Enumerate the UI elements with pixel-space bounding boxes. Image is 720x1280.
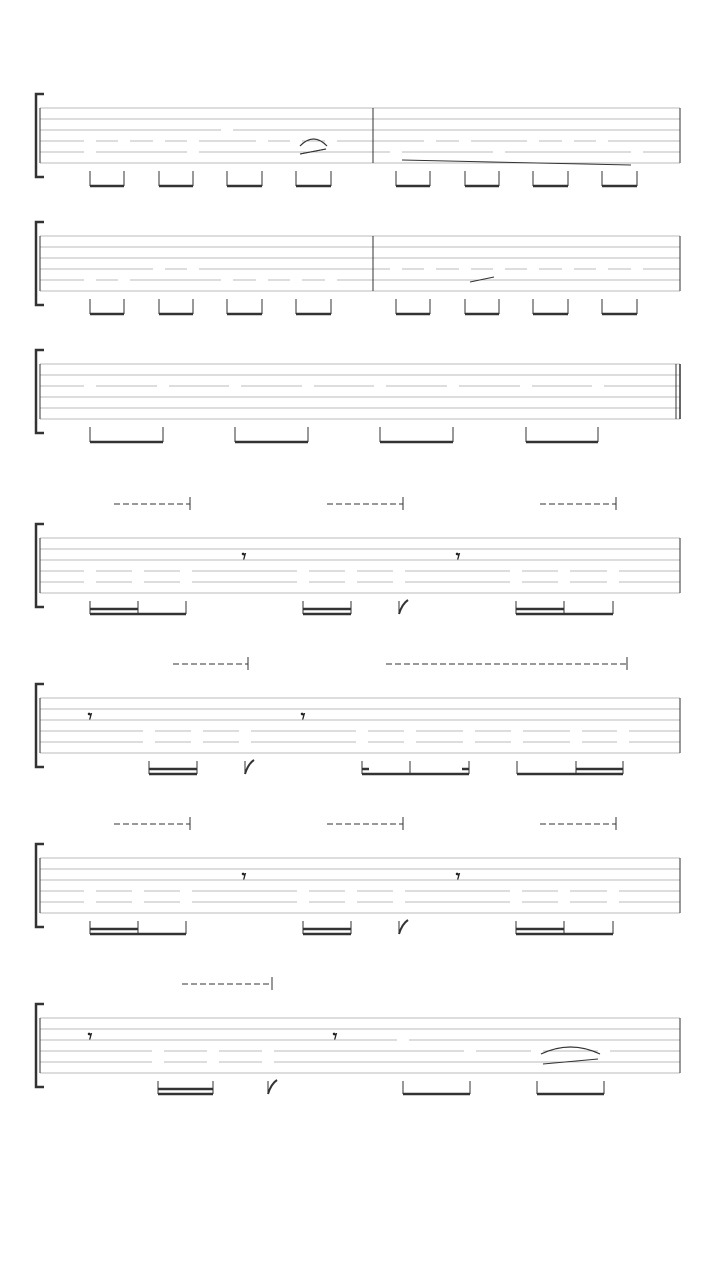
- note-flag: [399, 600, 408, 614]
- fret-bg: [325, 274, 337, 285]
- note-flag: [399, 920, 408, 934]
- fret-bg: [424, 263, 436, 274]
- fret-bg: [511, 736, 523, 747]
- fret-bg: [356, 725, 368, 736]
- fret-bg: [345, 896, 357, 907]
- fret-bg: [152, 1056, 164, 1067]
- fret-bg: [562, 263, 574, 274]
- fret-bg: [617, 725, 629, 736]
- fret-bg: [84, 135, 96, 146]
- fret-bg: [345, 885, 357, 896]
- fret-bg: [132, 896, 144, 907]
- fret-bg: [617, 736, 629, 747]
- fret-bg: [527, 135, 539, 146]
- fret-bg: [393, 565, 405, 576]
- note-flag: [268, 1080, 277, 1094]
- fret-bg: [152, 1045, 164, 1056]
- fret-bg: [527, 263, 539, 274]
- fret-bg: [187, 146, 199, 157]
- fret-bg: [262, 1056, 274, 1067]
- fret-bg: [118, 135, 130, 146]
- fret-bg: [345, 565, 357, 576]
- fret-bg: [459, 135, 471, 146]
- fret-bg: [459, 263, 471, 274]
- eighth-rest: 𝄾: [300, 707, 306, 727]
- fret-bg: [390, 146, 402, 157]
- fret-bg: [229, 380, 241, 391]
- fret-bg: [558, 565, 570, 576]
- fret-bg: [463, 736, 475, 747]
- fret-bg: [256, 135, 268, 146]
- fret-bg: [239, 725, 251, 736]
- fret-bg: [132, 885, 144, 896]
- fret-bg: [290, 274, 302, 285]
- eighth-rest: 𝄾: [87, 707, 93, 727]
- eighth-rest: 𝄾: [241, 867, 247, 887]
- fret-bg: [239, 736, 251, 747]
- fret-bg: [191, 736, 203, 747]
- fret-bg: [558, 885, 570, 896]
- fret-bg: [180, 565, 192, 576]
- fret-bg: [570, 725, 582, 736]
- fret-bg: [132, 576, 144, 587]
- fret-bg: [520, 380, 532, 391]
- fret-bg: [191, 725, 203, 736]
- fret-bg: [84, 576, 96, 587]
- fret-bg: [404, 725, 416, 736]
- fret-bg: [558, 576, 570, 587]
- fret-bg: [596, 135, 608, 146]
- fret-bg: [393, 885, 405, 896]
- fret-bg: [404, 736, 416, 747]
- fret-bg: [511, 725, 523, 736]
- eighth-rest: 𝄾: [87, 1027, 93, 1047]
- fret-bg: [510, 565, 522, 576]
- fret-bg: [464, 1045, 476, 1056]
- fret-bg: [153, 135, 165, 146]
- eighth-rest: 𝄾: [455, 867, 461, 887]
- fret-bg: [297, 896, 309, 907]
- fret-bg: [297, 565, 309, 576]
- fret-bg: [558, 896, 570, 907]
- fret-bg: [607, 565, 619, 576]
- fret-bg: [393, 576, 405, 587]
- fret-bg: [562, 135, 574, 146]
- fret-bg: [393, 896, 405, 907]
- fret-bg: [187, 135, 199, 146]
- fret-bg: [180, 576, 192, 587]
- note-flag: [245, 760, 254, 774]
- fret-bg: [143, 736, 155, 747]
- fret-bg: [207, 1056, 219, 1067]
- fret-bg: [374, 380, 386, 391]
- fret-bg: [207, 1045, 219, 1056]
- fret-bg: [510, 896, 522, 907]
- fret-bg: [570, 736, 582, 747]
- fret-bg: [143, 725, 155, 736]
- fret-bg: [345, 576, 357, 587]
- fret-bg: [297, 885, 309, 896]
- eighth-rest: 𝄾: [455, 547, 461, 567]
- fret-bg: [180, 896, 192, 907]
- fret-bg: [262, 1045, 274, 1056]
- fret-bg: [390, 263, 402, 274]
- fret-bg: [221, 274, 233, 285]
- fret-bg: [84, 896, 96, 907]
- fret-bg: [187, 263, 199, 274]
- fret-bg: [631, 146, 643, 157]
- fret-bg: [325, 135, 337, 146]
- fret-bg: [493, 146, 505, 157]
- eighth-rest: 𝄾: [241, 547, 247, 567]
- fret-bg: [510, 576, 522, 587]
- fret-bg: [631, 263, 643, 274]
- fret-bg: [84, 380, 96, 391]
- fret-bg: [297, 576, 309, 587]
- fret-bg: [153, 263, 165, 274]
- fret-bg: [256, 274, 268, 285]
- fret-bg: [84, 565, 96, 576]
- fret-bg: [596, 263, 608, 274]
- fret-bg: [424, 135, 436, 146]
- fret-bg: [118, 274, 130, 285]
- fret-bg: [607, 576, 619, 587]
- fret-bg: [493, 263, 505, 274]
- fret-bg: [290, 135, 302, 146]
- eighth-rest: 𝄾: [332, 1027, 338, 1047]
- fret-bg: [397, 1034, 409, 1045]
- fret-bg: [84, 885, 96, 896]
- fret-bg: [607, 896, 619, 907]
- fret-bg: [510, 885, 522, 896]
- fret-bg: [302, 380, 314, 391]
- fret-bg: [84, 146, 96, 157]
- fret-bg: [84, 274, 96, 285]
- fret-bg: [180, 885, 192, 896]
- fret-bg: [607, 885, 619, 896]
- fret-bg: [447, 380, 459, 391]
- fret-bg: [221, 124, 233, 135]
- fret-bg: [157, 380, 169, 391]
- fret-bg: [356, 736, 368, 747]
- fret-bg: [132, 565, 144, 576]
- fret-bg: [463, 725, 475, 736]
- fret-bg: [592, 380, 604, 391]
- tie-arc: [300, 139, 327, 146]
